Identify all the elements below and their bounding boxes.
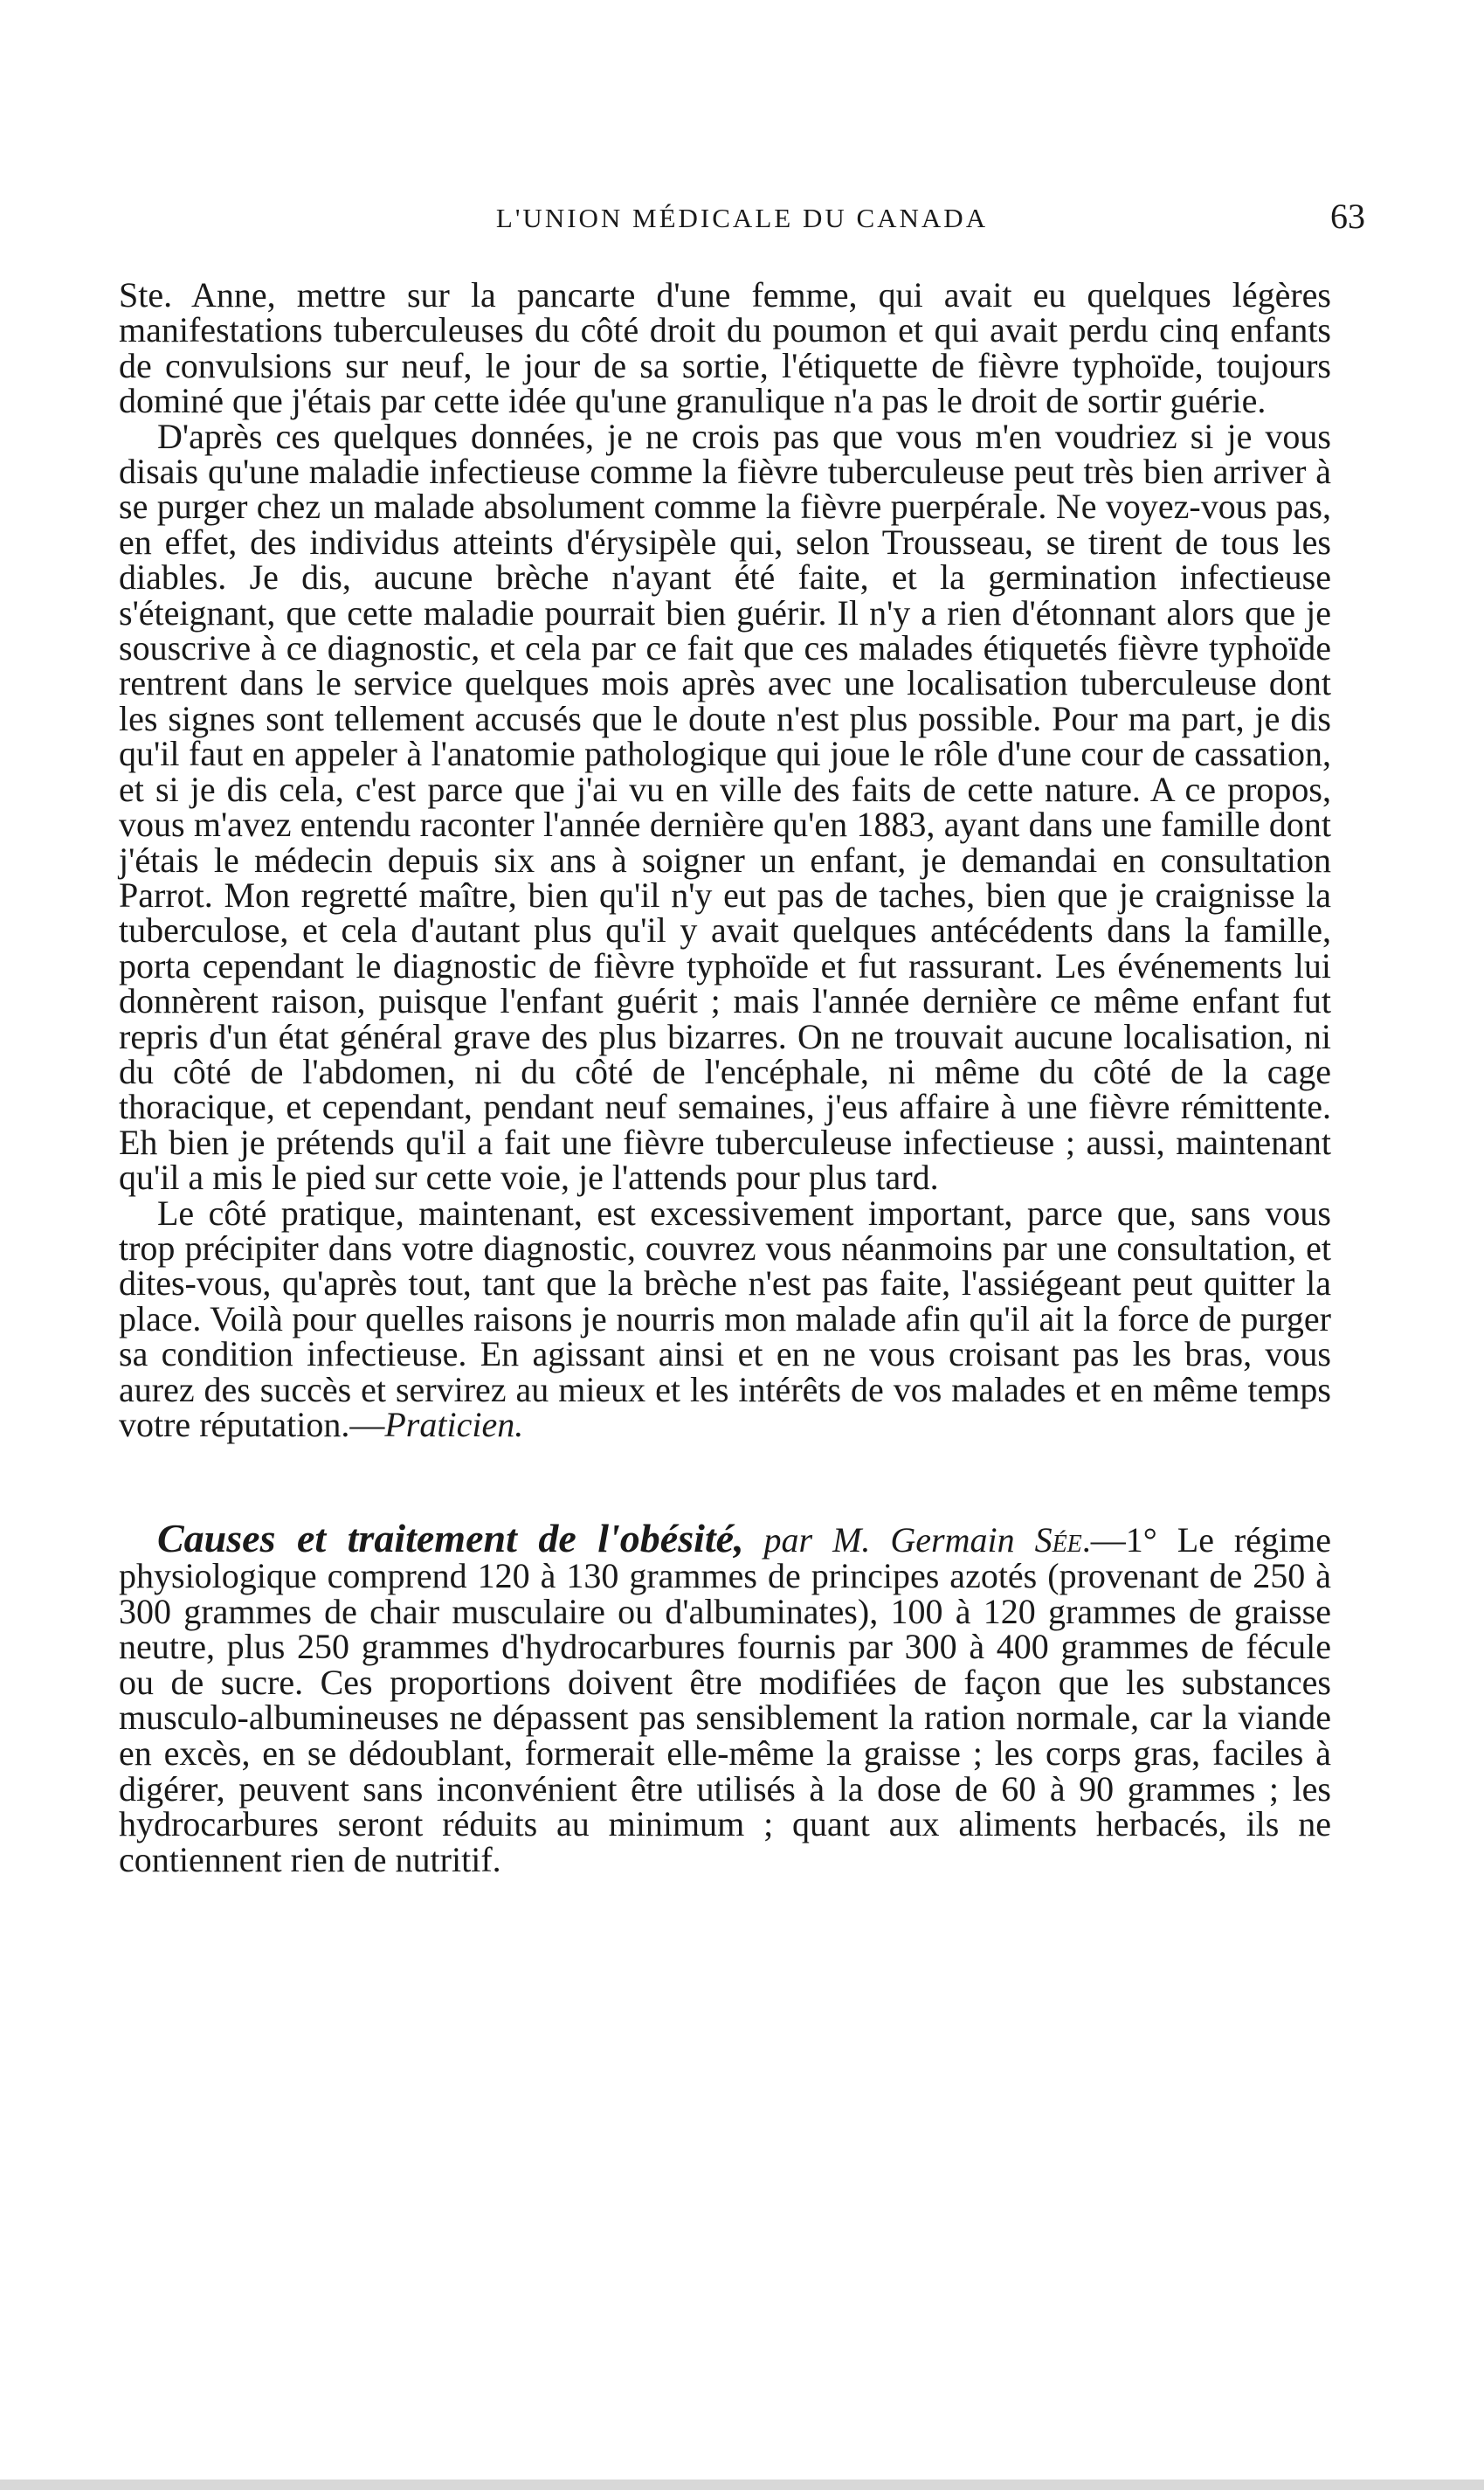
section-title: Causes et traitement de l'obésité, (157, 1516, 744, 1561)
paragraph-2: D'après ces quelques données, je ne crois pas que vous m'en voudriez si je vous disais qu'une maladie infectieuse comme la fièvre tuberculeuse peut très bien arriver à se purger chez un malade absolument comme la fièvre puerpérale. Ne voyez-vous pas, en effet, des individus atteints d'érysipèle qui, selon Trousseau, se tirent de tous les diables. Je dis, aucune brèche n'ayant été faite, et la germination infectieuse s'éteignant, que cette maladie pourrait bien guérir. Il n'y a rien d'étonnant alors que je souscrive à ce diagnostic, et cela par ce fait que ces malades étiquetés fièvre typhoïde rentrent dans le service quelques mois après avec une localisation tuberculeuse dont les signes sont tellement accusés que le doute n'est plus possible. Pour ma part, je dis qu'il faut en appeler à l'anatomie pathologique qui joue le rôle d'une cour de cassation, et si je dis cela, c'est parce que j'ai vu en ville des faits de cette nature. A ce propos, vous m'avez entendu raconter l'année dernière qu'en 1883, ayant dans une famille dont j'étais le médecin depuis six ans à soigner un enfant, je demandai en consultation Parrot. Mon regretté maître, bien qu'il n'y eut pas de taches, bien que je craignisse la tuberculose, et cela d'autant plus qu'il y avait quelques antécédents dans la famille, porta cependant le diagnostic de fièvre typhoïde et fut rassurant. Les événements lui donnèrent raison, puisque l'enfant guérit ; mais l'année dernière ce même enfant fut repris d'un état général grave des plus bizarres. On ne trouvait aucune localisation, ni du côté de l'abdomen, ni du côté de l'encéphale, ni même du côté de la cage thoracique, et cependant, pendant neuf semaines, j'eus affaire à une fièvre rémittente. Eh bien je prétends qu'il a fait une fièvre tuberculeuse infectieuse ; aussi, maintenant qu'il a mis le pied sur cette voie, je l'attends pour plus tard. (119, 416, 1331, 1198)
running-head: L'UNION MÉDICALE DU CANADA (495, 203, 989, 233)
paragraph-3-text: Le côté pratique, maintenant, est excessivement important, parce que, sans vous trop précipiter dans votre diagnostic, couvrez vous néanmoins par une consultation, et dites-vous, qu'après tout, tant que la brèche n'est pas faite, l'assiégeant peut quitter la place. Voilà pour quelles raisons je nourris mon malade afin qu'il ait la force de purger sa condition infectieuse. En agissant ainsi et en ne vous croisant pas les bras, vous aurez des succès et servirez au mieux et les intérêts de vos malades et en même temps votre réputation.— (119, 1193, 1331, 1444)
paragraph-1: Ste. Anne, mettre sur la pancarte d'une femme, qui avait eu quelques légères manifestations tuberculeuses du côté droit du poumon et qui avait perdu cinq enfants de convulsions sur neuf, le jour de sa sortie, l'étiquette de fièvre typhoïde, toujours dominé que j'étais par cette idée qu'une granulique n'a pas le droit de sortir guérie. (119, 275, 1331, 421)
obesity-section (119, 1516, 1331, 1879)
page-number: 63 (1330, 197, 1365, 236)
section-text: .—1° Le régime physiologique comprend 120 à 130 grammes de principes azotés (provenant de 250 à 300 grammes de chair musculaire ou d'albuminates), 100 à 120 grammes de graisse neutre, plus 250 grammes d'hydrocarbures fournis par 300 à 400 grammes de fécule ou de sucre. Ces proportions doivent être modifiées de façon que les substances musculo-albumineuses ne dépassent pas sensiblement la ration normale, car la viande en excès, en se dédoublant, formerait elle-même la graisse ; les corps gras, faciles à digérer, peuvent sans inconvénient être utilisés à la dose de 60 à 90 grammes ; les hydrocarbures seront réduits au minimum ; quant aux aliments herbacés, ils ne contiennent rien de nutritif. (119, 1520, 1331, 1879)
source-attribution: Praticien. (384, 1405, 524, 1444)
section-byline-prefix: par M. Germain (743, 1520, 1035, 1560)
section-author: Sée (1034, 1520, 1082, 1560)
body-text (119, 275, 1331, 1879)
paragraph-3 (119, 1193, 1331, 1444)
page-header (131, 197, 1365, 255)
scan-bottom-edge (0, 2480, 1484, 2490)
